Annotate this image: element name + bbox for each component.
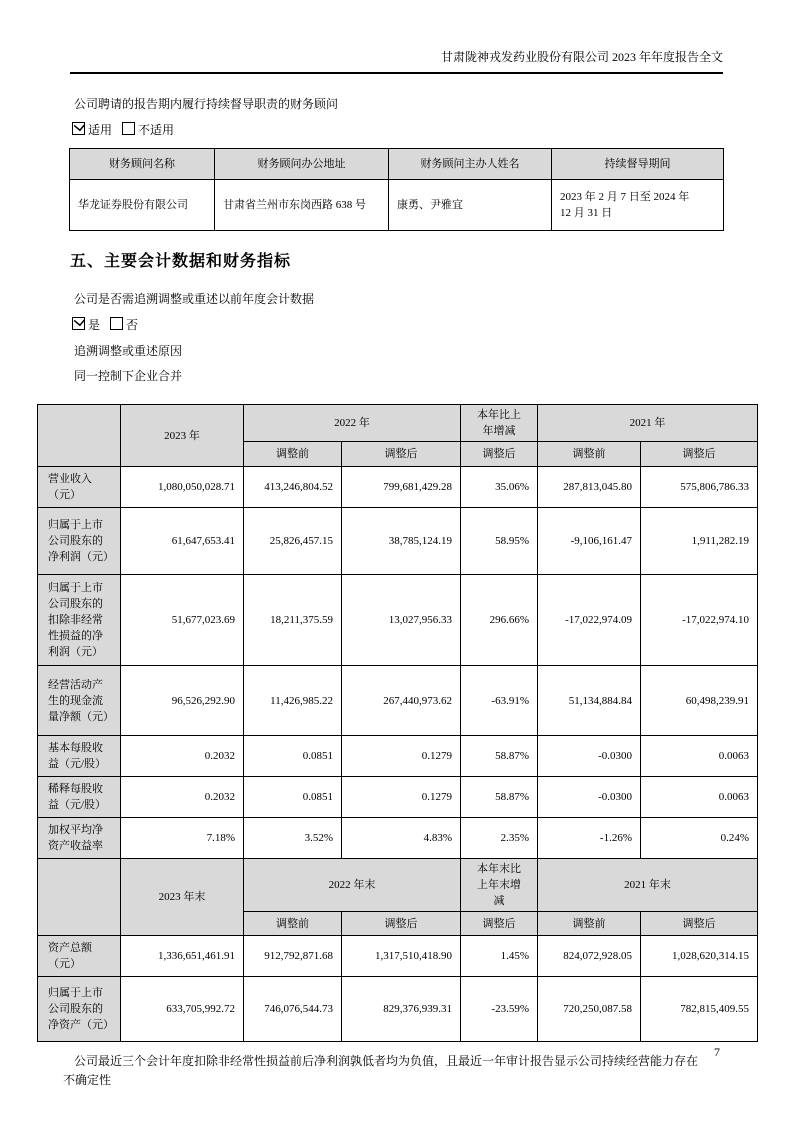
table-row (38, 777, 758, 818)
value-cell: 1,080,050,028.71 (121, 467, 244, 508)
value-cell: -63.91% (461, 666, 538, 736)
adjust-after-header: 调整后 (641, 442, 758, 467)
row-label-cell: 稀释每股收益（元/股） (38, 777, 121, 818)
adjust-after-header: 调整后 (461, 912, 538, 936)
advisor-name-header: 财务顾问名称 (70, 149, 215, 180)
value-cell: 267,440,973.62 (342, 666, 461, 736)
not-applicable-label: 不适用 (138, 123, 175, 137)
value-cell: 633,705,992.72 (121, 977, 244, 1042)
row-label-cell: 经营活动产生的现金流量净额（元） (38, 666, 121, 736)
adjust-after-header: 调整后 (342, 442, 461, 467)
table-header-row (38, 405, 758, 442)
table-header-row (70, 149, 724, 180)
yes-no-check-line (72, 317, 723, 333)
value-cell: 3.52% (244, 818, 342, 859)
row-label-cell: 归属于上市公司股东的净资产（元） (38, 977, 121, 1042)
supervision-period-header: 持续督导期间 (552, 149, 724, 180)
restate-reason-value: 同一控制下企业合并 (74, 369, 183, 383)
going-concern-note: 公司最近三个会计年度扣除非经常性损益前后净利润孰低者均为负值，且最近一年审计报告显示公司持续经营能力存在不确定性 (63, 1054, 699, 1087)
value-cell: 7.18% (121, 818, 244, 859)
yes-label: 是 (88, 318, 101, 332)
year-2022-header: 2022 年 (244, 405, 461, 442)
unchecked-checkbox-icon (122, 122, 135, 135)
row-label-cell: 营业收入（元） (38, 467, 121, 508)
value-cell: 1.45% (461, 936, 538, 977)
applicable-label: 适用 (88, 123, 113, 137)
value-cell: -1.26% (538, 818, 641, 859)
table-row (38, 977, 758, 1042)
supervision-period-cell: 2023 年 2 月 7 日至 2024 年 12 月 31 日 (552, 180, 724, 231)
value-cell: 96,526,292.90 (121, 666, 244, 736)
checked-checkbox-icon (72, 317, 85, 330)
value-cell: 38,785,124.19 (342, 508, 461, 575)
blank-corner-cell (38, 859, 121, 936)
blank-corner-cell (38, 405, 121, 467)
financial-advisor-table (69, 148, 724, 231)
table-row (38, 508, 758, 575)
no-label: 否 (126, 318, 139, 332)
adjust-after-header: 调整后 (461, 442, 538, 467)
value-cell: 58.87% (461, 777, 538, 818)
page-number: 7 (714, 1045, 720, 1059)
adjust-before-header: 调整前 (244, 442, 342, 467)
advisor-contact-cell: 康勇、尹雅宜 (389, 180, 552, 231)
value-cell: -23.59% (461, 977, 538, 1042)
value-cell: 799,681,429.28 (342, 467, 461, 508)
value-cell: 829,376,939.31 (342, 977, 461, 1042)
row-label-cell: 归属于上市公司股东的扣除非经常性损益的净利润（元） (38, 575, 121, 666)
advisor-address-header: 财务顾问办公地址 (215, 149, 389, 180)
value-cell: 746,076,544.73 (244, 977, 342, 1042)
value-cell: 413,246,804.52 (244, 467, 342, 508)
value-cell: 58.87% (461, 736, 538, 777)
checked-checkbox-icon (72, 122, 85, 135)
row-label-cell: 资产总额（元） (38, 936, 121, 977)
value-cell: -0.0300 (538, 777, 641, 818)
value-cell: 0.24% (641, 818, 758, 859)
table-row (70, 180, 724, 231)
value-cell: 13,027,956.33 (342, 575, 461, 666)
row-label-cell: 加权平均净资产收益率 (38, 818, 121, 859)
advisor-contact-header: 财务顾问主办人姓名 (389, 149, 552, 180)
value-cell: 296.66% (461, 575, 538, 666)
applicable-check-line (72, 122, 723, 138)
value-cell: 4.83% (342, 818, 461, 859)
year-end-change-header: 本年末比上年末增减 (461, 859, 538, 912)
value-cell: 61,647,653.41 (121, 508, 244, 575)
value-cell: 0.0063 (641, 777, 758, 818)
value-cell: -17,022,974.10 (641, 575, 758, 666)
restate-question-text: 公司是否需追溯调整或重述以前年度会计数据 (74, 292, 315, 306)
table-row (38, 575, 758, 666)
value-cell: 0.0063 (641, 736, 758, 777)
value-cell: 1,911,282.19 (641, 508, 758, 575)
value-cell: 0.0851 (244, 736, 342, 777)
value-cell: 1,336,651,461.91 (121, 936, 244, 977)
table-row (38, 936, 758, 977)
value-cell: 51,134,884.84 (538, 666, 641, 736)
row-label-cell: 基本每股收益（元/股） (38, 736, 121, 777)
value-cell: 1,317,510,418.90 (342, 936, 461, 977)
value-cell: 25,826,457.15 (244, 508, 342, 575)
value-cell: 720,250,087.58 (538, 977, 641, 1042)
table-row (38, 467, 758, 508)
year-2021-header: 2021 年 (538, 405, 758, 442)
value-cell: 1,028,620,314.15 (641, 936, 758, 977)
table-row (38, 666, 758, 736)
adjust-after-header: 调整后 (641, 912, 758, 936)
table-row (38, 736, 758, 777)
value-cell: 782,815,409.55 (641, 977, 758, 1042)
value-cell: 11,426,985.22 (244, 666, 342, 736)
advisor-intro-text: 公司聘请的报告期内履行持续督导职责的财务顾问 (74, 97, 339, 111)
value-cell: 58.95% (461, 508, 538, 575)
adjust-after-header: 调整后 (342, 912, 461, 936)
financial-indicators-table (37, 404, 758, 1042)
advisor-name-cell: 华龙证券股份有限公司 (70, 180, 215, 231)
adjust-before-header: 调整前 (538, 912, 641, 936)
value-cell: 824,072,928.05 (538, 936, 641, 977)
adjust-before-header: 调整前 (538, 442, 641, 467)
restate-reason-label: 追溯调整或重述原因 (74, 344, 183, 358)
value-cell: 0.0851 (244, 777, 342, 818)
unchecked-checkbox-icon (110, 317, 123, 330)
table-header-row (38, 859, 758, 912)
year-2023-header: 2023 年 (121, 405, 244, 467)
value-cell: 0.2032 (121, 777, 244, 818)
table-row (38, 818, 758, 859)
value-cell: 60,498,239.91 (641, 666, 758, 736)
value-cell: 912,792,871.68 (244, 936, 342, 977)
year-end-2022-header: 2022 年末 (244, 859, 461, 912)
value-cell: 287,813,045.80 (538, 467, 641, 508)
value-cell: 2.35% (461, 818, 538, 859)
value-cell: -17,022,974.09 (538, 575, 641, 666)
value-cell: 0.1279 (342, 777, 461, 818)
yoy-change-header: 本年比上年增减 (461, 405, 538, 442)
value-cell: 575,806,786.33 (641, 467, 758, 508)
value-cell: 0.1279 (342, 736, 461, 777)
value-cell: 51,677,023.69 (121, 575, 244, 666)
value-cell: -9,106,161.47 (538, 508, 641, 575)
section-title: 五、主要会计数据和财务指标 (70, 253, 292, 270)
adjust-before-header: 调整前 (244, 912, 342, 936)
year-end-2023-header: 2023 年末 (121, 859, 244, 936)
page-header-title: 甘肃陇神戎发药业股份有限公司 2023 年年度报告全文 (70, 50, 723, 74)
value-cell: -0.0300 (538, 736, 641, 777)
value-cell: 35.06% (461, 467, 538, 508)
row-label-cell: 归属于上市公司股东的净利润（元） (38, 508, 121, 575)
year-end-2021-header: 2021 年末 (538, 859, 758, 912)
value-cell: 0.2032 (121, 736, 244, 777)
value-cell: 18,211,375.59 (244, 575, 342, 666)
advisor-address-cell: 甘肃省兰州市东岗西路 638 号 (215, 180, 389, 231)
